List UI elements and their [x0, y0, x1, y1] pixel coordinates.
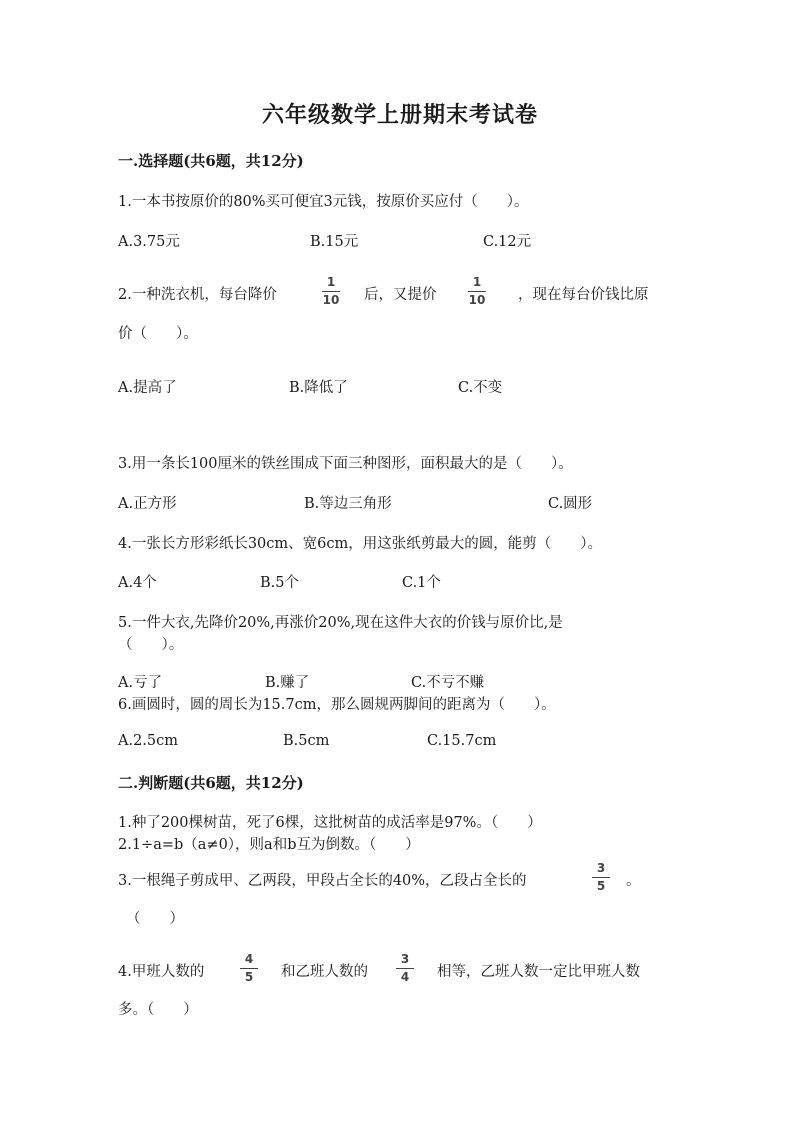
q5-option-a: A.亏了 [118, 675, 163, 691]
fraction-one-tenth [468, 276, 486, 307]
fraction-numerator: 4 [244, 952, 254, 966]
question-4: 4.一张长方形彩纸长30cm、宽6cm，用这张纸剪最大的圆，能剪（ ）。 [118, 536, 602, 552]
section-heading-judgement: 二.判断题(共6题，共12分) [118, 774, 304, 792]
page-title: 六年级数学上册期末考试卷 [261, 102, 538, 128]
question-5-line2: （ ）。 [118, 637, 184, 653]
question-2-part1: 2.一种洗衣机，每台降价 [118, 287, 277, 303]
fraction-bar [468, 291, 486, 292]
q2-option-b: B.降低了 [289, 380, 348, 396]
judgement-4-line2: 多。（ ） [118, 1002, 198, 1018]
fraction-four-fifths [240, 953, 258, 984]
q6-option-c: C.15.7cm [427, 733, 497, 749]
fraction-bar [240, 968, 258, 969]
fraction-numerator: 3 [400, 952, 410, 966]
fraction-one-tenth [322, 276, 340, 307]
q4-option-c: C.1个 [402, 575, 441, 591]
question-1: 1.一本书按原价的80%买可便宜3元钱，按原价买应付（ ）。 [118, 194, 529, 210]
judgement-3-line2: （ ） [126, 911, 184, 927]
fraction-denominator: 5 [596, 879, 606, 893]
judgement-4-part1: 4.甲班人数的 [118, 964, 205, 980]
fraction-denominator: 10 [468, 293, 486, 307]
fraction-numerator: 1 [326, 275, 336, 289]
q5-option-b: B.赚了 [265, 675, 310, 691]
section-heading-choice: 一.选择题(共6题，共12分) [118, 152, 304, 170]
q6-option-b: B.5cm [283, 733, 330, 749]
q5-option-c: C.不亏不赚 [411, 675, 485, 691]
q1-option-a: A.3.75元 [118, 234, 180, 250]
fraction-bar [396, 968, 414, 969]
fraction-three-fifths [592, 862, 610, 893]
q3-option-c: C.圆形 [548, 496, 593, 512]
fraction-numerator: 1 [472, 275, 482, 289]
judgement-2: 2.1÷a=b（a≠0），则a和b互为倒数。（ ） [118, 837, 420, 853]
fraction-denominator: 5 [244, 970, 254, 984]
q6-option-a: A.2.5cm [118, 733, 179, 749]
fraction-three-quarters [396, 953, 414, 984]
judgement-4-part2: 和乙班人数的 [281, 964, 368, 980]
fraction-bar [592, 877, 610, 878]
q3-option-b: B.等边三角形 [304, 496, 392, 512]
q2-option-a: A.提高了 [118, 380, 177, 396]
question-2-line2: 价（ ）。 [118, 326, 198, 342]
question-2-part3: ，现在每台价钱比原 [518, 287, 649, 303]
q1-option-c: C.12元 [483, 234, 532, 250]
q3-option-a: A.正方形 [118, 496, 177, 512]
judgement-3-part1: 3.一根绳子剪成甲、乙两段，甲段占全长的40%，乙段占全长的 [118, 873, 527, 889]
judgement-1: 1.种了200棵树苗，死了6棵，这批树苗的成活率是97%。（ ） [118, 815, 542, 831]
question-6: 6.画圆时，圆的周长为15.7cm，那么圆规两脚间的距离为（ ）。 [118, 697, 556, 713]
q2-option-c: C.不变 [458, 380, 503, 396]
judgement-3-part2: 。 [626, 873, 641, 889]
question-3: 3.用一条长100厘米的铁丝围成下面三种图形，面积最大的是（ ）。 [118, 456, 573, 472]
fraction-denominator: 4 [400, 970, 410, 984]
q4-option-a: A.4个 [118, 575, 157, 591]
judgement-4-part3: 相等，乙班人数一定比甲班人数 [437, 964, 640, 980]
fraction-denominator: 10 [322, 293, 340, 307]
question-2-part2: 后，又提价 [364, 287, 437, 303]
q4-option-b: B.5个 [260, 575, 299, 591]
question-5: 5.一件大衣,先降价20%,再涨价20%,现在这件大衣的价钱与原价比,是 [118, 615, 563, 631]
q1-option-b: B.15元 [310, 234, 359, 250]
fraction-numerator: 3 [596, 861, 606, 875]
fraction-bar [322, 291, 340, 292]
